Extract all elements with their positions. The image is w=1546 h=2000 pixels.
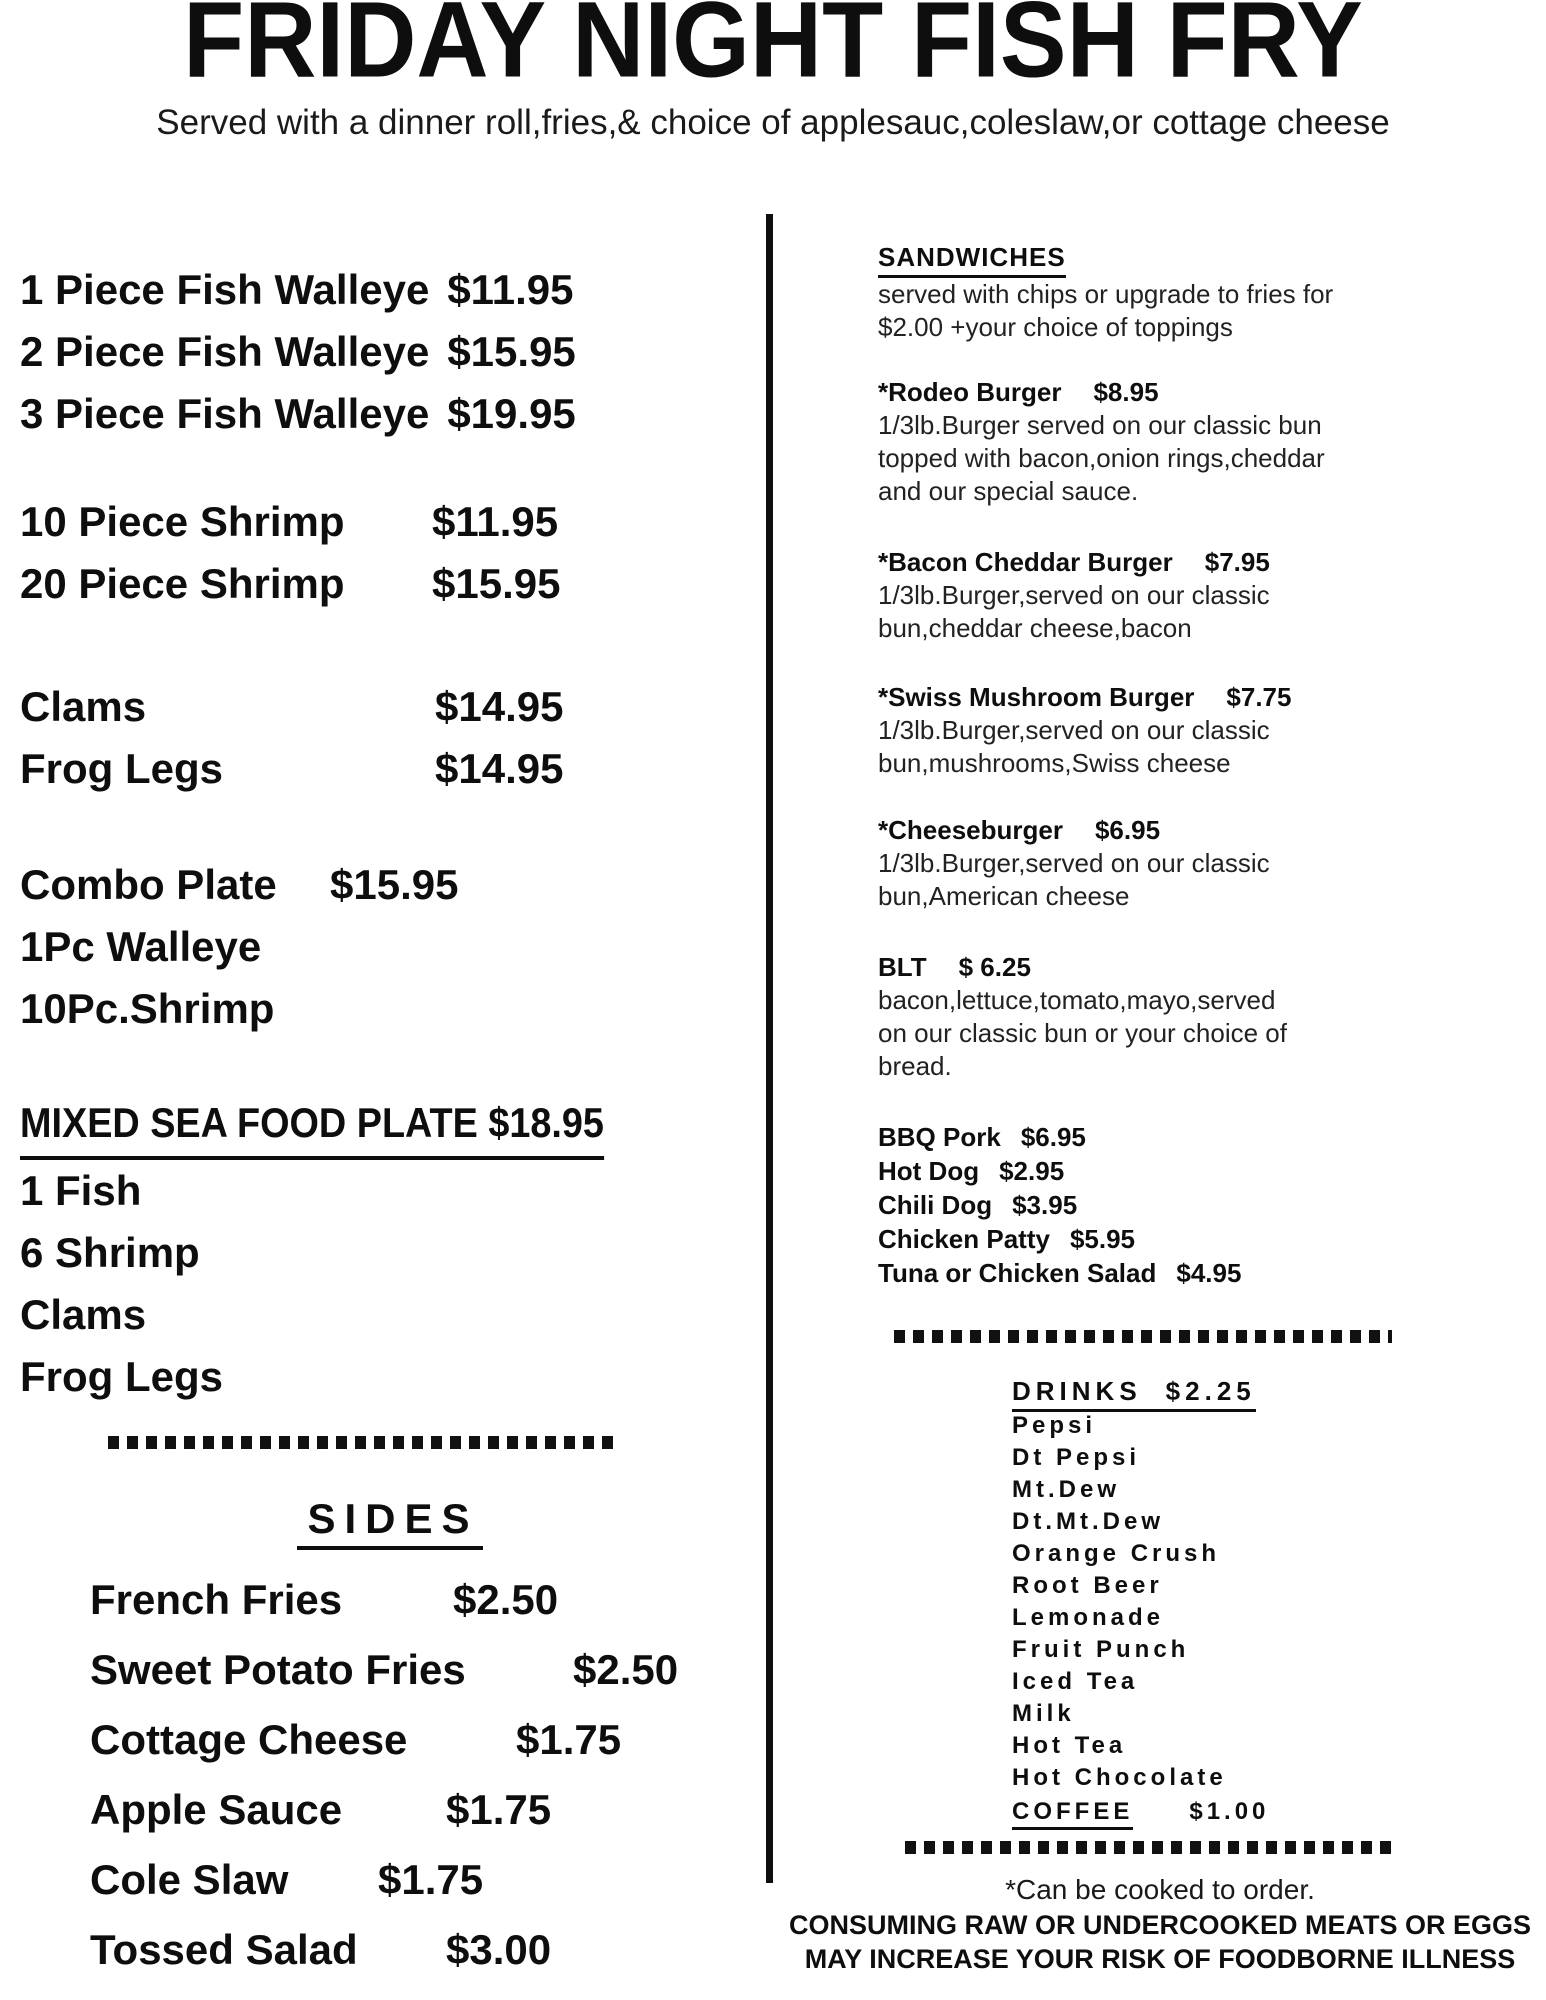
item-price: $3.95 [1012,1190,1078,1220]
item-name: Hot Dog [878,1156,980,1186]
item-name-price [878,950,1528,984]
item-name: Apple Sauce [90,1786,343,1833]
page-subtitle: Served with a dinner roll,fries,& choice of applesauc,coleslaw,or cottage cheese [156,103,1390,142]
item-description: topped with bacon,onion rings,cheddar [878,443,1325,473]
item-description: bread. [878,1051,952,1081]
item-description: 1/3lb.Burger served on our classic bun [878,410,1322,440]
item-price: $11.95 [432,498,559,545]
item-price: $7.95 [1204,547,1270,577]
item-name: Chili Dog [878,1190,993,1220]
item-price: $1.75 [446,1786,552,1833]
health-warning-line: CONSUMING RAW OR UNDERCOOKED MEATS OR EGGS [788,1910,1532,1940]
item-name-price [878,545,1528,579]
mixed-seafood-detail: 6 Shrimp [20,1229,200,1276]
quick-items-group [878,1120,1241,1290]
item-name: 2 Piece Fish Walleye [20,328,430,375]
mixed-seafood-title: MIXED SEA FOOD PLATE $18.95 [20,1092,669,1160]
item-name: Chicken Patty [878,1224,1050,1254]
footer-notes [780,1872,1540,1976]
item-price: $2.50 [573,1646,679,1693]
menu-item-burger [878,375,1528,508]
item-name: *Bacon Cheddar Burger [878,547,1173,577]
drink-item: Lemonade [1012,1604,1165,1631]
item-name: 1 Piece Fish Walleye [20,266,430,313]
item-name: Cole Slaw [90,1856,289,1903]
sandwiches-section-header [878,242,1066,278]
menu-item [878,1188,1241,1222]
item-price: $1.00 [1189,1798,1270,1825]
fish-walleye-group [20,259,576,445]
drink-item: Fruit Punch [1012,1636,1190,1663]
drink-item: Iced Tea [1012,1668,1139,1695]
item-price: $3.00 [446,1926,552,1973]
item-name: 10 Piece Shrimp [20,498,345,545]
menu-item [90,1775,678,1845]
menu-item-burger [878,680,1528,780]
menu-item [90,1635,678,1705]
sides-title: SIDES [297,1495,482,1550]
item-description: 1/3lb.Burger,served on our classic [878,580,1270,610]
item-description: 1/3lb.Burger,served on our classic [878,848,1270,878]
item-name: BBQ Pork [878,1122,1001,1152]
sandwiches-note [878,278,1333,344]
drink-item: Dt Pepsi [1012,1444,1141,1471]
item-price: $1.75 [516,1716,622,1763]
menu-item [20,383,576,445]
mixed-seafood-detail: 1 Fish [20,1167,142,1214]
item-price: $7.75 [1226,682,1292,712]
item-name: COFFEE [1012,1798,1133,1830]
menu-item [90,1565,678,1635]
health-warning-line: MAY INCREASE YOUR RISK OF FOODBORNE ILLNESS [804,1944,1516,1974]
page-title: FRIDAY NIGHT FISH FRY [183,0,1363,101]
item-name: Clams [20,683,147,730]
coffee-item [1012,1798,1269,1830]
menu-item [878,1120,1241,1154]
item-name: Tuna or Chicken Salad [878,1258,1157,1288]
item-name: Frog Legs [20,745,224,792]
item-name-price [878,813,1528,847]
menu-item [20,553,560,615]
drinks-section-header [1012,1376,1256,1412]
item-price: $15.95 [432,560,561,607]
mixed-seafood-detail: Clams [20,1291,147,1338]
item-price: $14.95 [435,683,564,730]
item-price: $5.95 [1069,1224,1136,1254]
item-name: Tossed Salad [90,1926,358,1973]
menu-item [90,1915,678,1985]
drink-item: Pepsi [1012,1412,1097,1439]
dotted-separator [905,1841,1395,1854]
menu-item [878,1222,1241,1256]
cooked-to-order-note: *Can be cooked to order. [1005,1874,1315,1905]
mixed-seafood-group [20,1092,669,1408]
item-name-price [878,375,1528,409]
menu-item [90,1845,678,1915]
column-divider [766,214,773,1883]
item-name: *Rodeo Burger [878,377,1062,407]
item-name: Combo Plate [20,861,277,908]
item-name: BLT [878,952,927,982]
item-price: $14.95 [435,745,564,792]
item-name: 3 Piece Fish Walleye [20,390,430,437]
item-name: Cottage Cheese [90,1716,408,1763]
sandwiches-note-line: served with chips or upgrade to fries for [878,279,1334,309]
clams-frog-group [20,676,563,800]
drink-item: Hot Chocolate [1012,1764,1227,1791]
item-price: $1.75 [378,1856,484,1903]
drink-item: Orange Crush [1012,1540,1221,1567]
item-price: $6.95 [1020,1122,1086,1152]
item-price: $11.95 [447,266,574,313]
menu-item [878,1256,1241,1290]
item-name: French Fries [90,1576,343,1623]
sandwiches-title: SANDWICHES [878,242,1066,278]
item-price: $8.95 [1093,377,1159,407]
drink-item: Dt.Mt.Dew [1012,1508,1164,1535]
drink-item: Mt.Dew [1012,1476,1120,1503]
sides-section-header [20,1495,760,1550]
drinks-price: $2.25 [1165,1376,1256,1406]
shrimp-group [20,491,560,615]
drinks-title: DRINKS [1012,1376,1142,1406]
item-name: Sweet Potato Fries [90,1646,466,1693]
item-price: $6.95 [1094,815,1161,845]
mixed-seafood-detail: Frog Legs [20,1353,224,1400]
item-description: bun,American cheese [878,881,1130,911]
item-description: bun,cheddar cheese,bacon [878,613,1192,643]
item-name: 20 Piece Shrimp [20,560,345,607]
combo-detail: 1Pc Walleye [20,923,262,970]
drinks-list [1012,1410,1227,1794]
item-price: $2.50 [453,1576,559,1623]
menu-item-burger [878,813,1528,913]
item-price: $ 6.25 [958,952,1031,982]
menu-item [878,1154,1241,1188]
item-description: bun,mushrooms,Swiss cheese [878,748,1231,778]
item-description: and our special sauce. [878,476,1139,506]
item-price: $15.95 [447,328,576,375]
item-price: $2.95 [999,1156,1065,1186]
item-description: bacon,lettuce,tomato,mayo,served [878,985,1276,1015]
menu-item [20,321,576,383]
menu-item-blt [878,950,1528,1083]
menu-item-burger [878,545,1528,645]
item-name-price [878,680,1528,714]
menu-item [20,676,563,738]
item-description: on our classic bun or your choice of [878,1018,1287,1048]
item-price: $15.95 [330,861,459,908]
dotted-separator [894,1330,1392,1343]
item-price: $19.95 [447,390,576,437]
menu-item [20,854,458,916]
combo-plate-group [20,854,458,1040]
sides-group [90,1565,678,1985]
drink-item: Hot Tea [1012,1732,1127,1759]
dotted-separator [108,1436,619,1449]
menu-item [20,491,560,553]
menu-item [20,738,563,800]
sandwiches-note-line: $2.00 +your choice of toppings [878,312,1233,342]
combo-detail: 10Pc.Shrimp [20,985,275,1032]
item-description: 1/3lb.Burger,served on our classic [878,715,1270,745]
drink-item: Milk [1012,1700,1075,1727]
menu-item [90,1705,678,1775]
item-name: *Swiss Mushroom Burger [878,682,1195,712]
item-name: *Cheeseburger [878,815,1063,845]
item-price: $4.95 [1176,1258,1242,1288]
menu-item [20,259,576,321]
drink-item: Root Beer [1012,1572,1163,1599]
